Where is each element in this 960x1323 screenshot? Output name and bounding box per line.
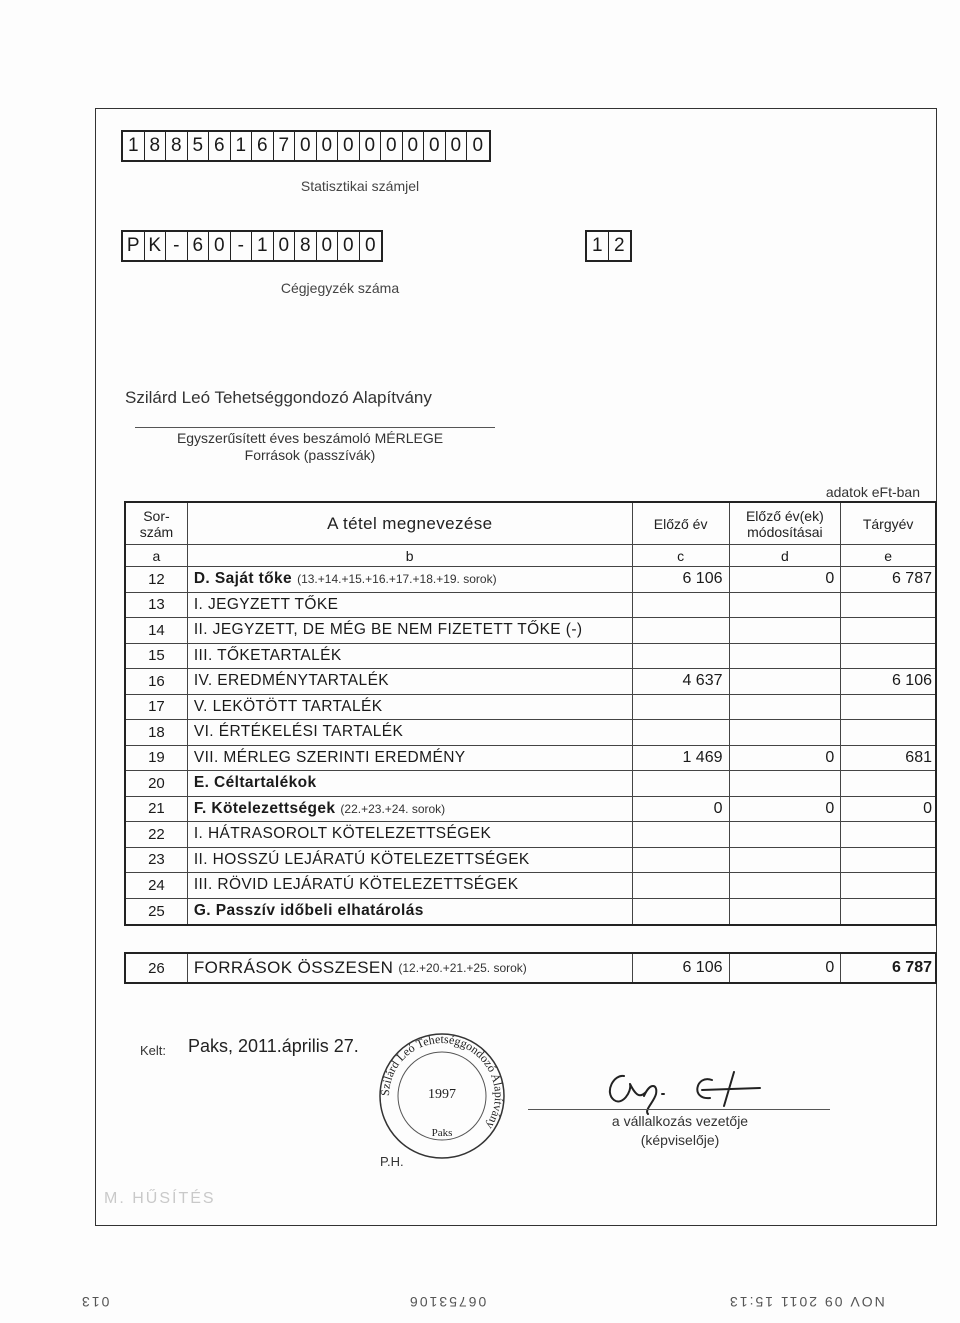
- row-current-year: [841, 644, 935, 669]
- row-previous-year: [633, 899, 730, 925]
- row-adjustments: [730, 669, 842, 694]
- row-item-name: [188, 618, 633, 643]
- row-previous-year: [633, 873, 730, 898]
- total-row-note: (12.+20.+21.+25. sorok): [398, 961, 527, 975]
- row-number: 22: [126, 822, 188, 847]
- date-value: Paks, 2011.április 27.: [188, 1036, 359, 1056]
- digit-box: 5: [188, 132, 210, 160]
- digit-box: 0: [446, 132, 468, 160]
- row-current-year: [841, 873, 935, 898]
- row-current-year: 0: [923, 799, 932, 817]
- row-number: 12: [126, 567, 188, 592]
- row-adjustments: [730, 822, 842, 847]
- digit-box: 1: [123, 132, 145, 160]
- title-divider: [135, 427, 495, 428]
- digit-box: 8: [166, 132, 188, 160]
- row-number: 14: [126, 618, 188, 643]
- table-letter-row: [126, 545, 935, 567]
- digit-box: 0: [364, 235, 376, 256]
- row-number: 24: [126, 873, 188, 898]
- row-item-name: [188, 567, 633, 592]
- header-previous-year: Előző év: [633, 503, 730, 544]
- row-item-text: E. Céltartalékok: [193, 774, 317, 792]
- row-item-note: (22.+23.+24. sorok): [340, 801, 446, 816]
- digit-box: 1: [587, 232, 609, 260]
- row-item-text: I. JEGYZETT TŐKE: [193, 595, 339, 613]
- row-previous-year: [633, 695, 730, 720]
- stamp-label: P.H.: [380, 1154, 404, 1169]
- row-previous-year: [633, 720, 730, 745]
- stamp-year: 1997: [428, 1087, 456, 1102]
- row-current-year: [841, 822, 935, 847]
- letter-a: a: [126, 545, 188, 566]
- date-label: Kelt:: [140, 1043, 167, 1058]
- table-row: [126, 899, 935, 925]
- row-current-year: 681: [905, 748, 932, 766]
- organization-name: Szilárd Leó Tehetséggondozó Alapítvány: [125, 388, 432, 407]
- signature-line: [528, 1109, 830, 1110]
- row-item-name: [188, 644, 633, 669]
- digit-box: 1: [231, 132, 253, 160]
- digit-box: 2: [613, 235, 625, 256]
- row-item-text: VII. MÉRLEG SZERINTI EREDMÉNY: [193, 748, 466, 766]
- table-row: [126, 797, 935, 823]
- row-item-note: (13.+14.+15.+16.+17.+18.+19. sorok): [297, 572, 497, 587]
- row-item-name: [188, 771, 633, 796]
- row-previous-year: [633, 822, 730, 847]
- digit-box: 0: [360, 132, 382, 160]
- digit-box: 0: [317, 232, 339, 260]
- row-current-year: [841, 695, 935, 720]
- row-item-name: [188, 593, 633, 618]
- digit-box: 0: [295, 132, 317, 160]
- row-number: 20: [126, 771, 188, 796]
- table-row: [126, 771, 935, 797]
- row-number: 25: [126, 899, 188, 925]
- row-previous-year: [633, 848, 730, 873]
- row-item-text: II. JEGYZETT, DE MÉG BE NEM FIZETETT TŐKE (-): [193, 621, 583, 639]
- foundation-stamp: [372, 1026, 512, 1166]
- balance-table: [124, 501, 937, 926]
- digit-box: 0: [403, 132, 425, 160]
- row-number: 17: [126, 695, 188, 720]
- table-row: [126, 873, 935, 899]
- row-item-text: IV. EREDMÉNYTARTALÉK: [193, 672, 390, 690]
- header-current-year: Tárgyév: [862, 515, 914, 532]
- units-note: adatok eFt-ban: [825, 484, 920, 500]
- digit-box: 0: [381, 132, 403, 160]
- row-previous-year: 6 106: [633, 567, 730, 592]
- signatory-line2: (képviselője): [640, 1132, 720, 1148]
- row-previous-year: 4 637: [633, 669, 730, 694]
- row-current-year: [841, 593, 935, 618]
- row-number: 15: [126, 644, 188, 669]
- reg-code-boxes: [121, 230, 383, 262]
- table-row: [126, 822, 935, 848]
- signatory-title: [560, 1112, 800, 1150]
- row-previous-year: [633, 618, 730, 643]
- row-item-name: [188, 899, 633, 925]
- table-row: [126, 848, 935, 874]
- total-table: [124, 952, 937, 984]
- total-row-name-text: FORRÁSOK ÖSSZESEN: [193, 958, 394, 977]
- digit-box: 1: [252, 232, 274, 260]
- document-title: [135, 430, 485, 464]
- total-adjustments: 0: [730, 954, 842, 982]
- row-item-name: [188, 873, 633, 898]
- stat-code-label: Statisztikai számjel: [300, 178, 420, 194]
- row-current-year: [841, 899, 935, 925]
- table-row: [126, 720, 935, 746]
- row-current-year: [841, 720, 935, 745]
- table-row: [126, 644, 935, 670]
- stamp-ring-text: Szilárd Leó Tehetséggondozó Alapítvány: [377, 1031, 507, 1132]
- fax-number: 06753106: [408, 1294, 487, 1310]
- row-current-year: [841, 618, 935, 643]
- digit-box: 0: [424, 132, 446, 160]
- row-adjustments: [730, 593, 842, 618]
- row-current-year: [841, 771, 935, 796]
- table-row: [126, 593, 935, 619]
- header-adjustments: Előző év(ek) módosításai: [730, 503, 842, 544]
- stat-code-boxes: [121, 130, 491, 162]
- row-item-text: VI. ÉRTÉKELÉSI TARTALÉK: [193, 723, 404, 741]
- row-item-name: [188, 720, 633, 745]
- reg-code-extra-boxes: [585, 230, 632, 262]
- total-row-name: [188, 954, 633, 982]
- letter-b: b: [188, 545, 633, 566]
- digit-box: 0: [338, 232, 360, 260]
- digit-box: K: [145, 232, 167, 260]
- digit-box: 7: [274, 132, 296, 160]
- digit-box: 0: [274, 232, 296, 260]
- digit-box: 0: [338, 132, 360, 160]
- row-item-name: [188, 822, 633, 847]
- row-number: 21: [126, 797, 188, 822]
- row-current-year: 6 106: [891, 672, 932, 690]
- row-previous-year: [633, 593, 730, 618]
- row-item-text: I. HÁTRASOROLT KÖTELEZETTSÉGEK: [193, 825, 492, 843]
- row-previous-year: [633, 771, 730, 796]
- header-row-number: Sor- szám: [126, 503, 188, 544]
- table-row: [126, 618, 935, 644]
- digit-box: -: [231, 232, 253, 260]
- table-row: [126, 669, 935, 695]
- row-number: 23: [126, 848, 188, 873]
- row-item-name: [188, 695, 633, 720]
- fax-timestamp: NOV 09 2011 15:13: [728, 1294, 885, 1310]
- reg-code-label: Cégjegyzék száma: [280, 280, 400, 296]
- row-current-year: 6 787: [891, 570, 932, 588]
- letter-e: e: [884, 547, 892, 564]
- row-item-text: III. TŐKETARTALÉK: [193, 646, 342, 664]
- faint-stamp-text: M. HŰSÍTÉS: [104, 1190, 216, 1207]
- digit-box: 6: [252, 132, 274, 160]
- row-adjustments: [730, 644, 842, 669]
- total-previous-year: 6 106: [633, 954, 730, 982]
- digit-box: 0: [317, 132, 339, 160]
- row-adjustments: [730, 873, 842, 898]
- row-adjustments: [730, 899, 842, 925]
- table-row: [126, 567, 935, 593]
- row-current-year: [841, 848, 935, 873]
- digit-box: 8: [295, 232, 317, 260]
- row-adjustments: 0: [730, 746, 842, 771]
- row-adjustments: [730, 695, 842, 720]
- row-adjustments: [730, 618, 842, 643]
- row-adjustments: [730, 720, 842, 745]
- row-number: 16: [126, 669, 188, 694]
- row-item-text: F. Kötelezettségek: [193, 799, 336, 817]
- signatory-line1: a vállalkozás vezetője: [611, 1113, 749, 1129]
- row-item-text: III. RÖVID LEJÁRATÚ KÖTELEZETTSÉGEK: [193, 876, 519, 894]
- table-row: [126, 695, 935, 721]
- table-row: [126, 746, 935, 772]
- fax-page-number: 013: [80, 1294, 110, 1310]
- table-body: [126, 567, 935, 924]
- stamp-city: Paks: [431, 1127, 453, 1139]
- document-title-line2: Források (passzívák): [244, 447, 376, 463]
- row-item-name: [188, 848, 633, 873]
- row-adjustments: [730, 848, 842, 873]
- total-row-number: 26: [126, 954, 188, 982]
- digit-box: P: [123, 232, 145, 260]
- header-item-name: A tétel megnevezése: [188, 503, 633, 544]
- row-item-text: V. LEKÖTÖTT TARTALÉK: [193, 697, 383, 715]
- row-item-text: II. HOSSZÚ LEJÁRATÚ KÖTELEZETTSÉGEK: [193, 850, 530, 868]
- row-item-text: G. Passzív időbeli elhatárolás: [193, 902, 424, 920]
- row-number: 13: [126, 593, 188, 618]
- row-number: 18: [126, 720, 188, 745]
- digit-box: 6: [209, 132, 231, 160]
- row-adjustments: 0: [730, 567, 842, 592]
- row-previous-year: 1 469: [633, 746, 730, 771]
- row-number: 19: [126, 746, 188, 771]
- row-item-text: D. Saját tőke: [193, 570, 293, 588]
- document-title-line1: Egyszerűsített éves beszámoló MÉRLEGE: [176, 430, 444, 446]
- digit-box: -: [166, 232, 188, 260]
- digit-box: 0: [472, 135, 484, 156]
- total-current-year: 6 787: [891, 959, 932, 976]
- row-item-name: [188, 669, 633, 694]
- row-previous-year: [633, 644, 730, 669]
- row-item-name: [188, 746, 633, 771]
- row-previous-year: 0: [633, 797, 730, 822]
- row-item-name: [188, 797, 633, 822]
- total-row: [126, 954, 935, 982]
- letter-d: d: [730, 545, 842, 566]
- row-adjustments: [730, 771, 842, 796]
- letter-c: c: [633, 545, 730, 566]
- digit-box: 6: [188, 232, 210, 260]
- digit-box: 8: [145, 132, 167, 160]
- row-adjustments: 0: [730, 797, 842, 822]
- table-header-row: [126, 503, 935, 545]
- digit-box: 0: [209, 232, 231, 260]
